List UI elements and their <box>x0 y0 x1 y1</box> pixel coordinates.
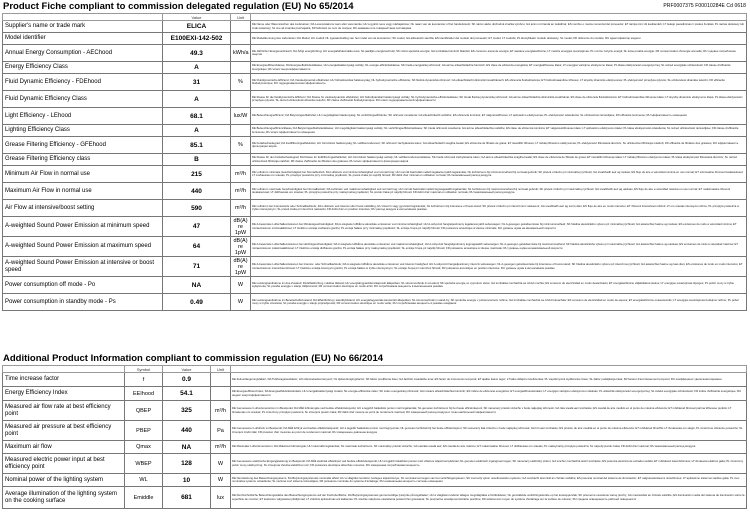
translations-text: DE Luftstrom bei Intensivstufe oder Schnelllaufstufe; DA Luftstrøm ved intensiv eller boost-indstilling; HU intenzív vagy gyorsított légáramlás; NL luchtstroom bij intensieve of boost-stand; SK prietok vzduchu pri intenzívnom nastavení; GA sreabhadh aeir ag socrú dian; ES flujo de aire en modo intensivo; ET õhuvool intensiivsel režiimil; LT oro srautas intensyviu režimu; PL przepływ powietrza w trybie intensywnym; SL pretok zraka pri intenzivni nastavitvi; FR débit d'air en position intensive; RU расход воздуха в интенсивном режиме <box>252 203 740 211</box>
row-value: 440 <box>163 421 211 441</box>
row-value: ELICA <box>163 21 231 33</box>
row-label: Average illumination of the lighting system on the cooking surface <box>3 487 125 509</box>
row-label: Supplier's name or trade mark <box>3 21 163 33</box>
row-label: Fluid Dynamic Efficiency Class <box>3 91 163 108</box>
row-unit: dB(A) re 1pW <box>231 217 251 237</box>
table-row <box>3 125 747 137</box>
fiche-title: Product Fiche compliant to commission delegated regulation (EU) No 65/2014 <box>3 1 354 12</box>
row-label: Light Efficiency - LEhood <box>3 108 163 125</box>
row-translations <box>251 137 747 154</box>
translations-text: DE Fluiddynamische Effizienz; DA Væskedynamisk effektivitet; HU hidrodinamikai hatékonyság; NL hydrodynamische efficiëntie; SK fluidná dynamická účinnosť; GA éifeachtúlacht dinimiciúil sreabhánach; ES eficiencia fluidodinámica; ET hüdrodünaamiline tõhusus; LT skysčių dinaminis efektyvumas; PL efektywność przepływu płynów; SL učinkovitost dinamike tekočin; FR efficacité fluidodynamique; RU гидродинамическая эффективность <box>252 77 725 85</box>
table-row <box>3 21 747 33</box>
row-label: Nominal power of the lighting system <box>3 474 125 487</box>
row-unit: m³/h <box>231 166 251 183</box>
translations-text: DE A-bewertete Luftschallemissionen bei Mindestgeschwindigkeit; DA A-vægtede luftbårne akustiske emissioner ved minimumshastighed; HU A-súlyozott hangteljesítmény legalacsonyabb sebességen; NL A-gewogen geluidsemissie bij minimumsnelheid; SK hladina akustického výkonu pri minimálnej rýchlosti; GA astaíochtaí fuaime ag íosluas; ES emisiones de ruido a velocidad mínima; ET müraemissioon minimaalkiirusel; LT triukšmo emisija mažiausiu greičiu; PL emisja hałasu przy minimalnej prędkości; SL emisije hrupa pri najnižji hitrosti; FR puissance acoustique à vitesse minimale; RU уровень шума на минимальной скорости <box>252 222 737 230</box>
table-row <box>3 487 747 509</box>
row-translations <box>251 33 747 45</box>
row-translations <box>251 91 747 108</box>
row-symbol: WBEP <box>125 454 163 474</box>
translations-text: DE A-bewertete Luftschallemissionen bei Höchstgeschwindigkeit; DA A-vægtede luftbårne akustiske emissioner ved maksimumshastighed; HU A-súlyozott hangteljesítmény legmagasabb sebességen; NL A-gewogen geluidsemissie bij maximumsnelheid; SK hladina akustického výkonu pri maximálnej rýchlosti; GA astaíochtaí fuaime ag uasluas; ES emisiones de ruido a velocidad máxima; ET müraemissioon maksimaalkiirusel; LT triukšmo emisija didžiausiu greičiu; PL emisja hałasu przy maksymalnej prędkości; SL emisije hrupa pri najvišji hitrosti; FR puissance acoustique à vitesse maximale; RU уровень шума на максимальной скорости <box>252 242 738 250</box>
translations-text: DE Leistungsaufnahme im Aus-Zustand; DA Effektforbrug i slukket tilstand; HU energiafogyasztás kikapcsolt állapotban; NL stroomverbruik in uit-stand; SK spotreba energie vo vypnutom stave; GA tomhaltas cumhachta sa mhód múchta; ES consumo de electricidad en modo desactivado; ET energiatarbimine väljalülitatud olekus; LT energijos suvartojimas išjungus; PL pobór mocy w trybie wyłączenia; SL poraba energije v stanju izključenosti; FR consommation électrique en mode arrêt; RU потребляемая мощность в выключенном режиме <box>252 280 734 288</box>
row-value: A <box>163 62 231 74</box>
row-unit <box>231 62 251 74</box>
translations-text: DE Modellkennung des Lieferanten; DA Model; HU modell; NL typeaanduiding van het model van de leverancier; SK model; GA aitheantóir samhla; ES identificador del modelo del proveedor; ET mudel; LT modelis; PL identyfikator modelu dostawcy; SL model; FR référence du modèle; RU идентификатор модели <box>252 35 641 40</box>
row-label: A-weighted Sound Power Emission at intensive or boost speed <box>3 257 163 277</box>
row-unit: lux <box>211 487 231 509</box>
row-unit: W <box>231 277 251 294</box>
row-value: 49.3 <box>163 45 231 62</box>
row-translations <box>251 237 747 257</box>
translations-text: DE Energieeffizienzklasse; DA Energieeffektivitetsklasse; HU energiahatékonysági osztály; NL energie-efficiëntieklasse; SK trieda energetickej účinnosti; GA aicme éifeachtúlachta fuinnimh; ES clase de eficiencia energética; ET energiatõhususe klass; LT energijos vartojimo efektyvumo klasė; PL klasa efektywności energetycznej; SL razred energijske učinkovitosti; FR classe d'efficacité énergétique; RU класс энергоэффективности <box>252 63 731 71</box>
row-unit: m³/h <box>211 401 231 421</box>
row-translations <box>251 277 747 294</box>
row-translations <box>251 200 747 217</box>
additional-info-title: Additional Product Information compliant to commission regulation (EU) No 66/2014 <box>3 353 384 364</box>
translations-text: DE Luftstrom minimale Geschwindigkeit bei Normalbetrieb; DA Luftstrøm ved minimumshastighed ved normal brug; HU normál használat melletti legalacsonyabb légáramlás; NL luchtstroom bij minimumsnelheid bij normaal gebruik; SK prietok vzduchu pri minimálnej rýchlosti; GA sreabhadh aeir ag íosluas; ES flujo de aire a velocidad mínima en uso normal; ET minimaalne õhuvool tavakasutusel; LT mažiausias oro srautas; PL przepływ powietrza przy minimalnej prędkości; SL pretok zraka pri najnižji hitrosti; FR débit d'air minimal en utilisation normale; RU минимальный расход воздуха <box>252 169 744 177</box>
row-symbol: EEIhood <box>125 387 163 401</box>
col-unit-header: Unit <box>211 366 231 373</box>
row-value: 54.1 <box>163 387 211 401</box>
table-row <box>3 108 747 125</box>
row-label: Power consumption off mode - Po <box>3 277 163 294</box>
table-row <box>3 277 747 294</box>
row-value: 0.49 <box>163 294 231 311</box>
translations-text: DE Beleuchtungseffizienz; DA Belysningseffektivitet; HU megvilágítási hatékonyság; NL verlichtingsefficiëntie; SK účinnosť osvetlenia; GA éifeachtúlacht soilsithe; ES eficiencia lumínica; ET valgustustõhusus; LT apšvietimo efektyvumas; PL efektywność oświetlenia; SL učinkovitost razsvetljave; FR efficacité lumineuse; RU эффективность освещения <box>252 113 687 118</box>
row-unit <box>231 21 251 33</box>
table-row <box>3 237 747 257</box>
row-value: 590 <box>163 200 231 217</box>
translations-text: DE Fettabscheidegrad; DA Fedtfiltreringseffektivitet; HU zsírszűrési hatékonyság; NL vetfilterrendement; SK účinnosť zachytávania tukov; GA éifeachtúlacht scagtha bealaí; ES eficiencia de filtrado de grasa; ET rasvafiltri tõhusus; LT riebalų filtravimo efektyvumas; PL efektywność filtrowania tłuszczu; SL učinkovitost filtriranja maščob; FR efficacité de filtration des graisses; RU эффективность фильтрации жиров <box>252 140 739 148</box>
table-row <box>3 421 747 441</box>
col-value-header: Value <box>163 366 211 373</box>
row-translations <box>231 487 747 509</box>
row-symbol: Emiddle <box>125 487 163 509</box>
row-value: E100EXI-142-502 <box>163 33 231 45</box>
row-translations <box>231 421 747 441</box>
row-value: 215 <box>163 166 231 183</box>
translations-text: DE Klasse für die fluiddynamische Effizienz; DA Klasse for væskedynamisk effektivitet; HU hidrodinamikai hatékonysági osztály; NL hydrodynamische-efficiëntieklasse; SK trieda fluidnej dynamickej účinnosti; GA aicme éifeachtúlachta dinimiciúla sreabhánaí; ES clase de eficiencia fluidodinámica; ET hüdrodünaamilise tõhususe klass; LT skysčių dinaminio efektyvumo klasė; PL klasa efektywności przepływu płynów; SL razred učinkovitosti dinamike tekočin; FR classe d'efficacité fluidodynamique; RU класс гидродинамической эффективности <box>252 94 743 102</box>
row-label: Energy Efficiency Class <box>3 62 163 74</box>
translations-text: DE A-bewertete Luftschallemissionen bei Intensiv- oder Schnelllaufstufe; DA A-vægtede luftbårne akustiske emissioner ved intensiv hastighed; HU A-súlyozott hangteljesítmény intenzív sebességen; NL A-gewogen geluidsemissie bij intensieve of boost-stand; SK hladina akustického výkonu pri intenzívnej rýchlosti; GA astaíochtaí fuaime ag luas dian; ES emisiones de ruido en modo intensivo; ET müraemissioon intensiivsel kiirusel; LT triukšmo emisija intensyviu greičiu; PL emisja hałasu w trybie intensywnym; SL emisije hrupa pri intenzivni hitrosti; FR puissance acoustique en position intensive; RU уровень шума в интенсивном режиме <box>252 262 743 270</box>
table-row <box>3 200 747 217</box>
row-unit <box>231 125 251 137</box>
row-unit: % <box>231 74 251 91</box>
translations-text: DE Zeitverlängerungsfaktor; DA Tidsforøgelsesfaktor; HU időnövekedési tényező; NL tijdsverlengingsfactor; SK faktor predĺženia času; GA fachtóir méadaithe ama; ES factor de incremento temporal; ET ajalise kasvu tegur; LT laiko didėjimo koeficientas; PL współczynnik wydłużenia czasu; SL faktor podaljšanja časa; FR facteur d'accroissement temporel; RU коэффициент увеличения времени <box>232 376 722 381</box>
translations-text: DE Maximaler Luftvolumenstrom; DA Maksimal luftmængde; HU maximális légáramlás; NL maximale luchtstroom; SK maximálny prietok vzduchu; GA uasráta sreafa aeir; ES caudal de aire máximo; ET maksimaalne õhuvool; LT didžiausias oro srautas; PL maksymalny przepływ powietrza; SL največji pretok zraka; FR débit d'air maximal; RU максимальный расход воздуха <box>232 444 696 449</box>
col-symbol-header: Symbol <box>125 366 163 373</box>
row-translations <box>251 45 747 62</box>
row-unit <box>211 387 231 401</box>
row-unit: lux/W <box>231 108 251 125</box>
row-label: Air Flow at intensive/boost setting <box>3 200 163 217</box>
translations-text: DE Durchschnittliche Beleuchtungsstärke des Beleuchtungssystems auf der Kochoberfläche; DA Belysningssystemets gennemsnitlige lysstyrke på kogefladen; HU a világítási rendszer átlagos megvilágítása a főzőfelületen; NL gemiddelde verlichtingssterkte op het kookoppervlak; SK priemerné osvetlenie varnej plochy; GA meánsoilsiú an chórais soilsithe; ES iluminación media del sistema de iluminación sobre la superficie de cocción; ET keskmine valgustatus pliidipinnal; LT vidutinis apšvietimas ant kaitlentės; PL średnie natężenie oświetlenia powierzchni gotowania; SL povprečna osvetljenost kuhalne površine; FR éclairement moyen du système d'éclairage sur la surface de cuisson; RU средняя освещённость рабочей поверхности <box>232 493 745 501</box>
translations-text: DE Nennleistung des Beleuchtungssystems; DA Belysningssystemets nominelle effekt; HU a világítási rendszer névleges teljesítménye; NL nominaal vermogen van het verlichtingssysteem; SK menovitý výkon osvetľovacieho systému; GA cumhacht ainmniúil an chórais soilsithe; ES potencia nominal del sistema de iluminación; ET valgustussüsteemi nimivõimsus; LT apšvietimo sistemos vardinė galia; PL moc nominalna systemu oświetlenia; SL nazivna moč sistema razsvetljave; FR puissance nominale du système d'éclairage; RU номинальная мощность системы освещения <box>232 475 740 483</box>
row-label: Model identifier <box>3 33 163 45</box>
row-label: Maximum Air Flow in normal use <box>3 183 163 200</box>
table-row <box>3 294 747 311</box>
row-translations <box>251 108 747 125</box>
row-label: Fluid Dynamic Efficiency - FDEhood <box>3 74 163 91</box>
row-translations <box>231 474 747 487</box>
row-label: Grease Filtering Efficiency - GFEhood <box>3 137 163 154</box>
translations-text: DE Jährlicher Energieverbrauch; DA Årligt energiforbrug; HU energiafelhasználás éves; NL jaarlijks energieverbruik; SK ročná spotreba energie; GA tomhaltas fuinnimh bliantúil; ES consumo anual de energía; ET aastane energiatarbimine; LT metinis energijos suvartojimas; PL roczne zużycie energii; SL letna poraba energije; FR consommation d'énergie annuelle; RU годовое потребление энергии <box>252 48 736 56</box>
row-symbol: PBEP <box>125 421 163 441</box>
table-row <box>3 166 747 183</box>
table-row <box>3 257 747 277</box>
row-value: NA <box>163 277 231 294</box>
table-row <box>3 217 747 237</box>
row-unit: dB(A) re 1pW <box>231 257 251 277</box>
translations-text: DE Klasse für den Fettabscheidegrad; DA Klasse for fedtfiltreringseffektivitet; HU zsírszűrési hatékonysági osztály; NL vetfilterrendementsklasse; SK trieda účinnosti zachytávania tukov; GA aicme éifeachtúlachta scagtha bealaí; ES clase de eficiencia de filtrado de grasa; ET rasvafiltri tõhususe klass; LT riebalų filtravimo efektyvumo klasė; PL klasa efektywności filtrowania tłuszczu; SL razred učinkovitosti filtriranja maščob; FR classe d'efficacité de filtration des graisses; RU класс эффективности фильтрации жиров <box>252 155 737 163</box>
table-row <box>3 373 747 387</box>
row-label: Measured air pressure at best efficiency point <box>3 421 125 441</box>
row-translations <box>251 21 747 33</box>
row-translations <box>251 166 747 183</box>
row-label: Grease Filtering Efficiency class <box>3 154 163 166</box>
row-value: 71 <box>163 257 231 277</box>
row-value: 440 <box>163 183 231 200</box>
table-row <box>3 33 747 45</box>
row-translations <box>231 441 747 454</box>
translations-text: DE Energieeffizienzindex; DA Energieeffektivitetsindeks; HU energiahatékonysági mutató; NL energie-efficiëntie-index; SK index energetickej účinnosti; GA innéacs éifeachtúlachta fuinnimh; ES índice de eficiencia energética; ET energiatõhususindeks; LT energijos vartojimo efektyvumo indeksas; PL wskaźnik efektywności energetycznej; SL indeks energijske učinkovitosti; FR indice d'efficacité énergétique; RU индекс энергоэффективности <box>232 389 742 397</box>
table-row <box>3 154 747 166</box>
row-label: Power consumption in standby mode - Ps <box>3 294 163 311</box>
row-translations <box>231 401 747 421</box>
table-row <box>3 183 747 200</box>
table-row <box>3 45 747 62</box>
row-value: 68.1 <box>163 108 231 125</box>
row-unit <box>231 33 251 45</box>
row-label: Maximum air flow <box>3 441 125 454</box>
row-translations <box>251 125 747 137</box>
row-translations <box>251 62 747 74</box>
row-translations <box>251 154 747 166</box>
row-label: Energy Efficiency Index <box>3 387 125 401</box>
table-row <box>3 91 747 108</box>
row-value: 128 <box>163 454 211 474</box>
table-header <box>3 366 747 373</box>
translations-text: DE Name oder Warenzeichen des Lieferanten; DA Leverandørens navn eller varemærke; HU a gyártó neve vagy márkajelzése; NL naam van de leverancier of het handelsmerk; SK názov alebo obchodná značka výrobcu; GA ainm nó branda an tsoláthraí; ES nombre o marca comercial del proveedor; ET tarnija nimi või kaubamärk; LT tiekėjo pavadinimas ir prekės ženklas; PL nazwa dostawcy lub znak towarowy; SL ime ali znamka proizvajalca; FR fabricant ou nom de marque; RU название или товарный знак поставщика <box>252 22 745 30</box>
row-unit <box>231 154 251 166</box>
row-translations <box>251 183 747 200</box>
row-unit: dB(A) re 1pW <box>231 237 251 257</box>
table-row <box>3 441 747 454</box>
row-value: 31 <box>163 74 231 91</box>
table-row <box>3 74 747 91</box>
row-symbol: f <box>125 373 163 387</box>
row-translations <box>231 387 747 401</box>
row-value: A <box>163 91 231 108</box>
row-label: Measured air flow rate at best efficiency point <box>3 401 125 421</box>
translations-text: DE Luftstrom maximale Geschwindigkeit bei Normalbetrieb; DA Luftstrøm ved maksimumshastighed ved normal brug; HU normál használat melletti legmagasabb légáramlás; NL luchtstroom bij maximumsnelheid bij normaal gebruik; SK prietok vzduchu pri maximálnej rýchlosti; GA sreabhadh aeir ag uasluas; ES flujo de aire a velocidad máxima en uso normal; ET maksimaalne õhuvool tavakasutusel; LT didžiausias oro srautas; PL przepływ powietrza przy maksymalnej prędkości; SL pretok zraka pri najvišji hitrosti; FR débit d'air maximal en utilisation normale; RU максимальный расход воздуха <box>252 186 731 194</box>
row-label: Annual Energy Consumption - AEChood <box>3 45 163 62</box>
row-value: B <box>163 154 231 166</box>
row-label: A-weighted Sound Power Emission at maximum speed <box>3 237 163 257</box>
row-symbol: QBEP <box>125 401 163 421</box>
row-label: A-weighted Sound Power Emission at minimum speed <box>3 217 163 237</box>
translations-text: DE Leistungsaufnahme im Bereitschaftszustand; DA Effektforbrug i standbytilstand; HU energiafogyasztás készenléti állapotban; NL stroomverbruik in stand-by; SK spotreba energie v pohotovostnom režime; GA tomhaltas cumhachta sa mhód fuireachais; ES consumo de electricidad en modo de espera; ET energiatarbimine ooteseisundis; LT energijos suvartojimas budėjimo režimu; PL pobór mocy w trybie czuwania; SL poraba energije v stanju pripravljenosti; FR consommation électrique en mode veille; RU потребляемая мощность в режиме ожидания <box>252 297 739 305</box>
row-label: Minimum Air Flow in normal use <box>3 166 163 183</box>
row-value: 64 <box>163 237 231 257</box>
row-label: Lighting Efficiency Class <box>3 125 163 137</box>
row-value: 0.9 <box>163 373 211 387</box>
row-symbol: WL <box>125 474 163 487</box>
row-unit: kWh/a <box>231 45 251 62</box>
row-value: 10 <box>163 474 211 487</box>
row-unit: m³/h <box>231 200 251 217</box>
row-unit: m³/h <box>211 441 231 454</box>
row-unit: W <box>211 474 231 487</box>
table-row <box>3 387 747 401</box>
row-unit: W <box>211 454 231 474</box>
additional-info-table <box>2 365 747 509</box>
translations-text: DE Gemessener Luftvolumenstrom im Bestpunkt; DA Målt luftmængde ved bedste effektivitetspunkt; HU a legjobb hatásfokú ponton mért légáramlás; NL gemeten luchtstroom bij het beste efficiëntiepunt; SK nameraný prietok vzduchu v bode najlepšej účinnosti; GA ráta sreafa aeir tomhaiste; ES caudal de aire medido en el punto de máxima eficiencia; ET mõõdetud õhuvool parima tõhususe punktis; LT išmatuotas oro srautas; PL zmierzony przepływ powietrza; SL izmerjeni pretok zraka; FR débit d'air mesuré au point de rendement maximal; RU измеренный расход воздуха в точке наибольшей эффективности <box>232 406 732 414</box>
row-unit: W <box>231 294 251 311</box>
row-translations <box>251 257 747 277</box>
row-value: 681 <box>163 487 211 509</box>
table-row <box>3 474 747 487</box>
row-translations <box>251 217 747 237</box>
row-unit <box>211 373 231 387</box>
row-translations <box>231 454 747 474</box>
document-code: PRF0007375 F00010284E Cd 0618 <box>663 3 746 9</box>
row-unit <box>231 91 251 108</box>
table-row <box>3 62 747 74</box>
row-value: 325 <box>163 401 211 421</box>
row-label: Measured electric power input at best efficiency point <box>3 454 125 474</box>
row-unit: m³/h <box>231 183 251 200</box>
col-value-header: Value <box>163 14 231 21</box>
translations-text: DE Beleuchtungseffizienzklasse; DA Belysningseffektivitetsklasse; HU megvilágítási hatékonysági osztály; NL verlichtingsefficiëntieklasse; SK trieda účinnosti osvetlenia; GA aicme éifeachtúlachta soilsithe; ES clase de eficiencia lumínica; ET valgustustõhususe klass; LT apšvietimo efektyvumo klasė; PL klasa efektywności oświetlenia; SL razred učinkovitosti razsvetljave; FR classe d'efficacité lumineuse; RU класс эффективности освещения <box>252 126 739 134</box>
row-value: 47 <box>163 217 231 237</box>
row-translations <box>251 74 747 91</box>
row-value: A <box>163 125 231 137</box>
translations-text: DE Gemessene elektrische Eingangsleistung im Bestpunkt; DA Målt elektrisk effektinput ved bedste effektivitetspunkt; HU a legjobb hatásfokú ponton mért villamos teljesítményfelvétel; NL gemeten elektrisch ingangsvermogen; SK nameraný elektrický príkon; GA ionchur cumhachta leictrí tomhaiste; ES potencia eléctrica de entrada medida; ET mõõdetud sisendvõimsus; LT išmatuota elektros galia; PL zmierzony pobór mocy elektrycznej; SL izmerjena vhodna električna moč; FR puissance électrique absorbée mesurée; RU измеренная потребляемая мощность <box>232 459 744 467</box>
table-header <box>3 14 747 21</box>
translations-text: DE Gemessener Luftdruck im Bestpunkt; DA Målt lufttryk ved bedste effektivitetspunkt; HU a legjobb hatásfokú ponton mért légnyomás; NL gemeten luchtdruk bij het beste efficiëntiepunt; SK nameraný tlak vzduchu v bode najlepšej účinnosti; GA brú aeir tomhaiste; ES presión de aire medida en el punto de máxima eficiencia; ET mõõdetud õhurõhk; LT išmatuotas oro slėgis; PL zmierzone ciśnienie powietrza; SL izmerjeni zračni tlak; FR pression d'air mesurée au point de rendement maximal; RU измеренное давление воздуха <box>232 426 743 434</box>
table-row <box>3 401 747 421</box>
row-translations <box>251 294 747 311</box>
table-row <box>3 137 747 154</box>
product-fiche-table <box>2 13 747 311</box>
row-value: NA <box>163 441 211 454</box>
row-unit: % <box>231 137 251 154</box>
row-unit: Pa <box>211 421 231 441</box>
row-symbol: Qmax <box>125 441 163 454</box>
row-label: Time increase factor <box>3 373 125 387</box>
table-row <box>3 454 747 474</box>
col-unit-header: Unit <box>231 14 251 21</box>
row-value: 85.1 <box>163 137 231 154</box>
row-translations <box>231 373 747 387</box>
